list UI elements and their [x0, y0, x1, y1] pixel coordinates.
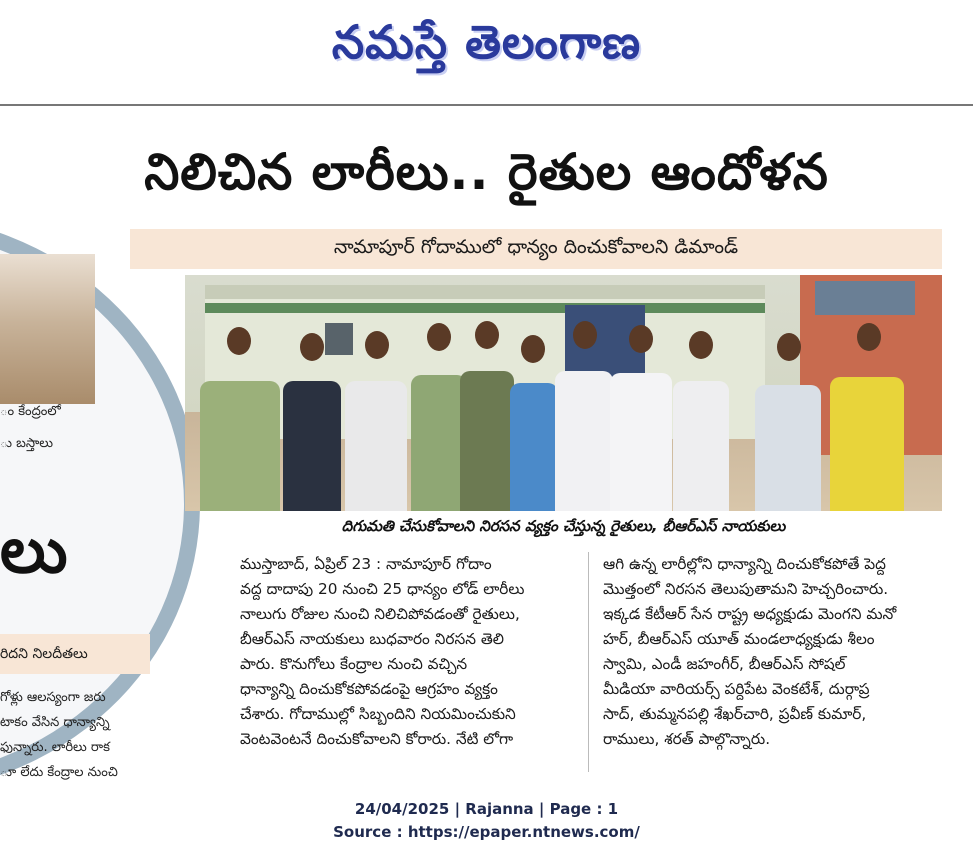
body-line: బీఆర్ఎస్ నాయకులు బుధవారం నిరసన తెలి — [240, 630, 504, 648]
body-line: నాలుగు రోజుల నుంచి నిలిచిపోవడంతో రైతులు, — [240, 605, 520, 623]
adjacent-subhead: రిదని నిలదీతలు — [0, 634, 150, 674]
article-subhead: నామాపూర్ గోదాములో ధాన్యం దించుకోవాలని డిమాండ్ — [130, 229, 942, 269]
masthead-divider — [0, 104, 973, 106]
photo-caption: దిగుమతి చేసుకోవాలని నిరసన వ్యక్తం చేస్తున్న రైతులు, బీఆర్ఎస్ నాయకులు — [341, 517, 786, 535]
person-figure — [200, 381, 280, 511]
lorry-windshield — [815, 281, 915, 315]
adjacent-body-line: ఫున్నారు. లారీలు రాక — [0, 740, 110, 755]
article-column-1 — [240, 552, 575, 752]
person-head — [629, 325, 653, 353]
body-line: ధాన్యాన్ని దించుకోకపోవడంపై ఆగ్రహం వ్యక్తం — [240, 680, 498, 698]
person-figure — [460, 371, 514, 511]
person-head — [573, 321, 597, 349]
person-head — [365, 331, 389, 359]
article-headline: నిలిచిన లారీలు.. రైతుల ఆందోళన — [144, 143, 829, 201]
person-head — [777, 333, 801, 361]
body-line: ఆగి ఉన్న లారీల్లోని ధాన్యాన్ని దించుకోకపోతే పెద్ద — [603, 555, 886, 573]
person-figure — [555, 371, 613, 511]
person-figure — [345, 381, 407, 511]
person-figure — [610, 373, 672, 511]
newspaper-logo: నమస్తే తెలంగాణ — [331, 15, 642, 69]
person-head — [227, 327, 251, 355]
person-head — [300, 333, 324, 361]
footer-date-line: 24/04/2025 | Rajanna | Page : 1 — [354, 800, 619, 818]
person-head — [427, 323, 451, 351]
adjacent-caption-line: ం కేంద్రంలో — [0, 404, 61, 419]
adjacent-body-line: గోళ్లు ఆలస్యంగా జరు — [0, 690, 106, 705]
body-line: ముస్తాబాద్, ఏప్రిల్ 23 : నామాపూర్ గోదాం — [240, 555, 492, 573]
body-line: వెంటవెంటనే దించుకోవాలని కోరారు. నేటి లోగా — [240, 730, 514, 748]
person-figure — [673, 381, 729, 511]
footer-source-link[interactable]: Source : https://epaper.ntnews.com/ — [333, 823, 640, 841]
body-line: చేశారు. గోదాముల్లో సిబ్బందిని నియమించుకుని — [240, 705, 516, 723]
building-window — [325, 323, 353, 355]
person-figure — [755, 385, 821, 511]
building-stripe — [205, 303, 765, 313]
column-divider — [588, 552, 589, 772]
person-head — [689, 331, 713, 359]
body-line: రాములు, శరత్ పాల్గొన్నారు. — [603, 730, 771, 748]
body-line: హర్, బీఆర్ఎస్ యూత్ మండలాధ్యక్షుడు శీలం — [603, 630, 875, 648]
person-head — [857, 323, 881, 351]
body-line: మీడియా వారియర్స్ పర్దిపేట వెంకటేశ్, దుర్గాప్ర — [603, 680, 870, 698]
body-line: మొత్తంలో నిరసన తెలుపుతామని హెచ్చరించారు. — [603, 580, 889, 598]
article-column-2 — [603, 552, 938, 752]
adjacent-article — [0, 214, 210, 784]
body-line: సాద్, తుమ్మనపల్లి శేఖర్‌చారి, ప్రవీణ్ కుమార్, — [603, 705, 867, 723]
person-figure — [830, 377, 904, 511]
person-head — [475, 321, 499, 349]
person-figure — [510, 383, 558, 511]
body-line: వద్ద దాదాపు 20 నుంచి 25 ధాన్యం లోడ్ లారీలు — [240, 580, 525, 598]
person-figure — [411, 375, 467, 511]
masthead — [0, 0, 973, 96]
body-line: పారు. కొనుగోలు కేంద్రాల నుంచి వచ్చిన — [240, 655, 468, 673]
adjacent-body-line: ూ లేదు కేంద్రాల నుంచి — [0, 765, 118, 780]
adjacent-caption-line: ు బస్తాలు — [0, 436, 54, 451]
body-line: ఇక్కడ కేటీఆర్ సేన రాష్ట్ర అధ్యక్షుడు మెంగని మనో — [603, 605, 897, 623]
person-figure — [283, 381, 341, 511]
adjacent-body-line: టాకం వేసిన ధాన్యాన్ని — [0, 715, 110, 730]
adjacent-article-photo — [0, 254, 95, 404]
article-photo — [185, 275, 942, 511]
adjacent-headline-fragment: లు — [0, 514, 68, 588]
person-head — [521, 335, 545, 363]
body-line: స్వామి, ఎండీ జహంగీర్, బీఆర్ఎస్ సోషల్ — [603, 655, 846, 673]
